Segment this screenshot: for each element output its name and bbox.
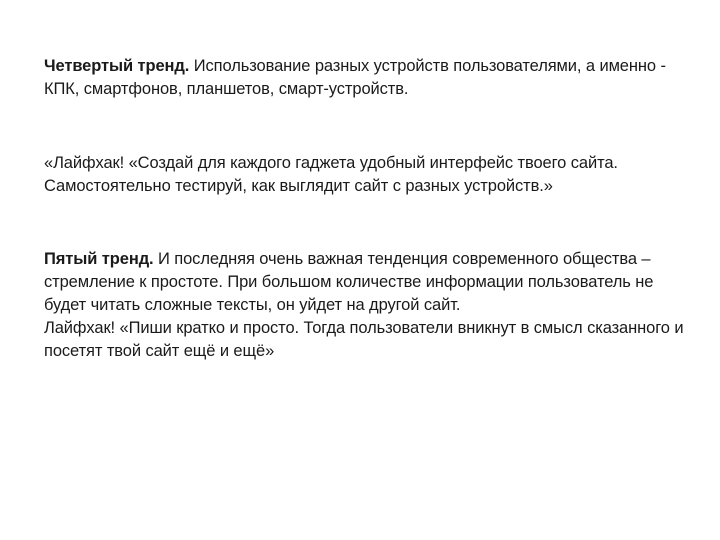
trend-four-body: Использование разных устройств пользователями, а именно - КПК, смартфонов, планшетов, смарт-устройств.	[44, 57, 666, 98]
trend-four-text	[44, 55, 684, 101]
lifehack-one-paragraph	[44, 152, 684, 198]
lifehack-one-text: «Лайфхак! «Создай для каждого гаджета удобный интерфейс твоего сайта. Самостоятельно тестируй, как выглядит сайт с разных устройств.»	[44, 154, 618, 195]
trend-five-text	[44, 248, 684, 317]
lifehack-two-text: Лайфхак! «Пиши кратко и просто. Тогда пользователи вникнут в смысл сказанного и посетят твой сайт ещё и ещё»	[44, 319, 684, 360]
trend-four-paragraph	[44, 55, 684, 101]
trend-four-heading: Четвертый тренд.	[44, 57, 190, 75]
trend-five-paragraph	[44, 248, 684, 363]
trend-five-body: И последняя очень важная тенденция современного общества – стремление к простоте. При большом количестве информации пользователь не будет читать сложные тексты, он уйдет на другой сайт.	[44, 250, 654, 314]
trend-five-heading: Пятый тренд.	[44, 250, 154, 268]
